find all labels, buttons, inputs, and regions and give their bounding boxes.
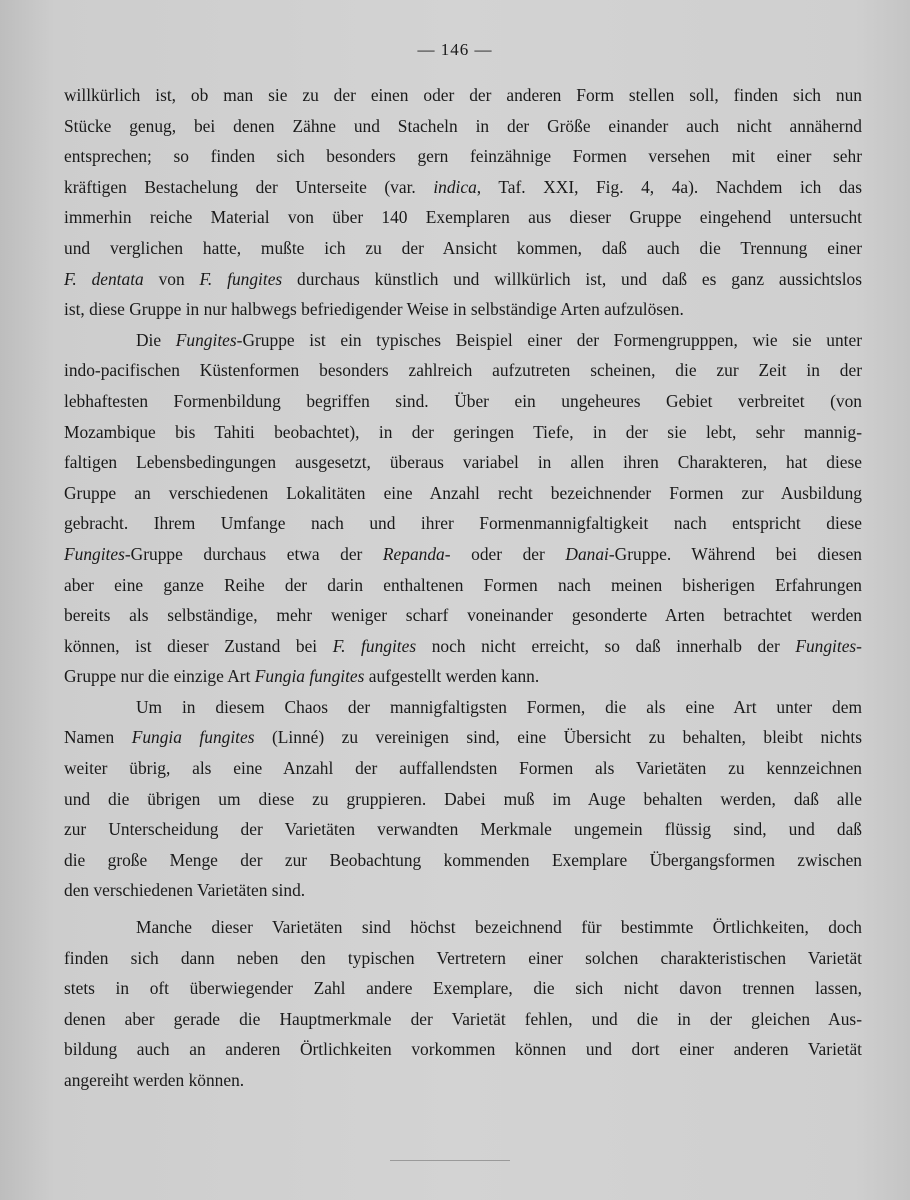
- text-segment: entsprechen; so finden sich besonders gern feinzähnige Formen versehen mit einer sehr: [64, 146, 862, 167]
- text-segment: die große Menge der zur Beobachtung kommenden Exemplare Übergangsformen zwischen: [64, 849, 862, 870]
- text-segment: ist, diese Gruppe in nur halbwegs befriedigender Weise in selbständige Arten aufzulösen.: [64, 299, 684, 320]
- text-segment: finden sich dann neben den typischen Vertretern einer solchen charakteristischen Varietät: [64, 947, 862, 968]
- text-line: [64, 508, 862, 539]
- text-line: [64, 325, 862, 356]
- text-line: [64, 943, 862, 974]
- text-segment: können, ist dieser Zustand bei: [64, 635, 333, 656]
- text-segment: Gruppe nur die einzige Art: [64, 666, 255, 687]
- text-segment: Namen: [64, 727, 132, 748]
- text-segment: gebracht. Ihrem Umfange nach und ihrer Formenmannigfaltigkeit nach entspricht diese: [64, 513, 862, 534]
- text-segment: Mozambique bis Tahiti beobachtet), in der geringen Tiefe, in der sie lebt, sehr mannig-: [64, 421, 862, 442]
- italic-term: Fungia fungites: [254, 666, 365, 687]
- text-line: [64, 294, 862, 325]
- text-segment: lebhaftesten Formenbildung begriffen sind. Über ein ungeheures Gebiet verbreitet (von: [64, 390, 862, 411]
- text-segment: und verglichen hatte, mußte ich zu der Ansicht kommen, daß auch die Trennung einer: [64, 237, 862, 258]
- italic-term: Fungites: [64, 543, 125, 564]
- italic-term: indica: [433, 176, 477, 197]
- text-segment: indo-pacifischen Küstenformen besonders zahlreich aufzutreten scheinen, die zur Zeit in der: [64, 360, 862, 381]
- text-segment: bildung auch an anderen Örtlichkeiten vorkommen können und dort einer anderen Varietät: [64, 1039, 862, 1060]
- text-segment: aber eine ganze Reihe der darin enthaltenen Formen nach meinen bisherigen Erfahrungen: [64, 574, 862, 595]
- text-line: [64, 631, 862, 662]
- text-segment: kräftigen Bestachelung der Unterseite (var.: [64, 176, 434, 197]
- text-line: [64, 447, 862, 478]
- footer-rule: [390, 1160, 510, 1161]
- text-segment: -Gruppe. Während bei diesen: [608, 543, 862, 564]
- text-segment: aufgestellt werden kann.: [364, 666, 540, 687]
- text-segment: oder der: [450, 543, 566, 564]
- text-segment: immerhin reiche Material von über 140 Exemplaren aus dieser Gruppe eingehend untersucht: [64, 207, 862, 228]
- text-segment: stets in oft überwiegender Zahl andere Exemplare, die sich nicht davon trennen lassen,: [64, 978, 862, 999]
- italic-term: Fungia fungites: [131, 727, 255, 748]
- text-line: [64, 722, 862, 753]
- text-line: [64, 875, 862, 906]
- italic-term: F. fungites: [332, 635, 417, 656]
- body-text: [64, 80, 862, 1096]
- page-number: — 146 —: [417, 40, 493, 59]
- text-segment: Gruppe an verschiedenen Lokalitäten eine Anzahl recht bezeichnender Formen zur Ausbildung: [64, 482, 862, 503]
- text-segment: Manche dieser Varietäten sind höchst bezeichnend für bestimmte Örtlichkeiten, doch: [136, 917, 862, 938]
- text-segment: Um in diesem Chaos der mannigfaltigsten Formen, die als eine Art unter dem: [136, 696, 862, 717]
- text-line: [64, 141, 862, 172]
- text-line: [64, 233, 862, 264]
- text-line: [64, 478, 862, 509]
- text-line: [64, 386, 862, 417]
- text-line: [64, 570, 862, 601]
- text-line: [64, 912, 862, 943]
- text-segment: zur Unterscheidung der Varietäten verwandten Merkmale ungemein flüssig sind, und daß: [64, 819, 862, 840]
- text-segment: noch nicht erreicht, so daß innerhalb der: [416, 635, 796, 656]
- text-line: [64, 845, 862, 876]
- text-line: [64, 973, 862, 1004]
- text-segment: willkürlich ist, ob man sie zu der einen oder der anderen Form stellen soll, finden sich nun: [64, 85, 862, 105]
- text-segment: Die: [136, 329, 176, 350]
- text-line: [64, 172, 862, 203]
- text-line: [64, 1004, 862, 1035]
- text-line: [64, 202, 862, 233]
- text-line: [64, 784, 862, 815]
- italic-term: F. dentata: [64, 268, 144, 289]
- text-line: [64, 417, 862, 448]
- text-segment: (Linné) zu vereinigen sind, eine Übersicht zu behalten, bleibt nichts: [254, 727, 862, 748]
- text-line: [64, 814, 862, 845]
- text-line: [64, 1034, 862, 1065]
- text-line: [64, 355, 862, 386]
- italic-term: F. fungites: [199, 268, 283, 289]
- text-segment: den verschiedenen Varietäten sind.: [64, 880, 306, 901]
- text-line: [64, 539, 862, 570]
- text-line: [64, 753, 862, 784]
- text-line: [64, 1065, 862, 1096]
- italic-term: Danai: [565, 543, 609, 564]
- text-line: [64, 600, 862, 631]
- italic-term: Repanda-: [382, 543, 451, 564]
- text-segment: durchaus künstlich und willkürlich ist, und daß es ganz aussichtslos: [282, 268, 863, 289]
- text-segment: , Taf. XXI, Fig. 4, 4a). Nachdem ich das: [476, 176, 863, 197]
- text-segment: denen aber gerade die Hauptmerkmale der Varietät fehlen, und die in der gleichen Aus-: [64, 1008, 862, 1029]
- text-segment: Stücke genug, bei denen Zähne und Stacheln in der Größe einander auch nicht annähernd: [64, 115, 862, 136]
- text-segment: faltigen Lebensbedingungen ausgesetzt, überaus variabel in allen ihren Charakteren, hat diese: [64, 452, 862, 473]
- text-segment: angereiht werden können.: [64, 1070, 245, 1090]
- text-segment: von: [143, 268, 200, 289]
- text-segment: -Gruppe ist ein typisches Beispiel einer der Formengrupppen, wie sie unter: [236, 329, 862, 350]
- text-segment: weiter übrig, als eine Anzahl der auffallendsten Formen als Varietäten zu kennzeichnen: [64, 758, 862, 779]
- text-line: [64, 661, 862, 692]
- text-line: [64, 692, 862, 723]
- text-segment: und die übrigen um diese zu gruppieren. Dabei muß im Auge behalten werden, daß alle: [64, 788, 862, 809]
- text-segment: -Gruppe durchaus etwa der: [124, 543, 383, 564]
- text-line: [64, 264, 862, 295]
- text-segment: bereits als selbständige, mehr weniger scharf voneinander gesonderte Arten betrachtet werden: [64, 605, 862, 626]
- italic-term: Fungites: [175, 329, 237, 350]
- italic-term: Fungites-: [795, 635, 862, 656]
- text-line: [64, 111, 862, 142]
- text-line: [64, 80, 862, 111]
